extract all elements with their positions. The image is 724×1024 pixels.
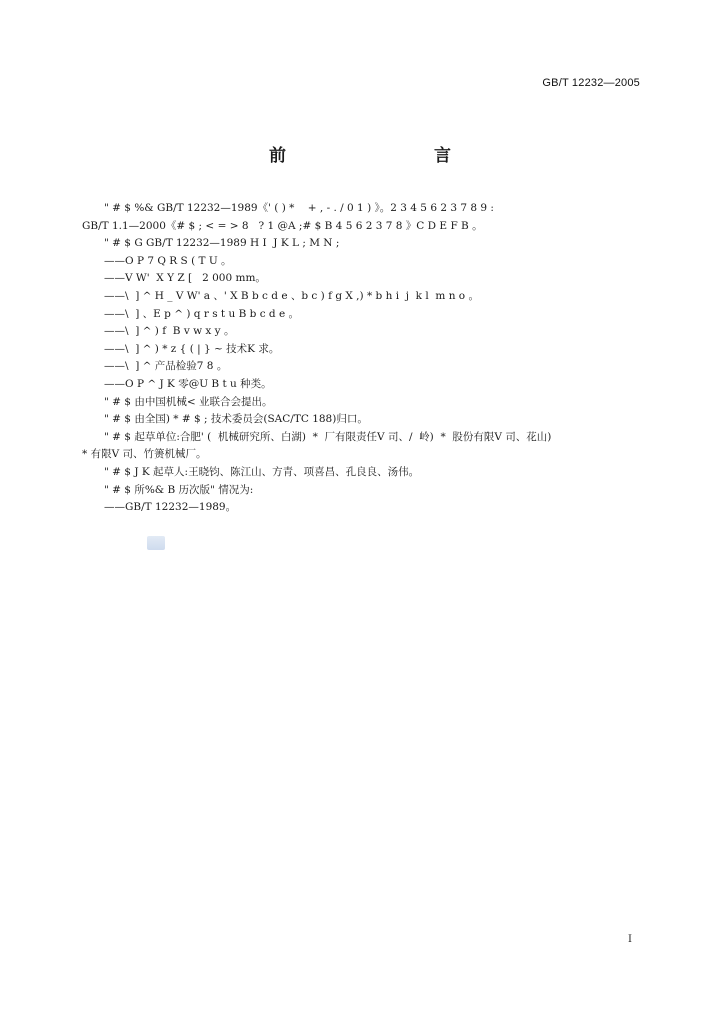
faint-stamp-mark <box>147 536 165 550</box>
paragraph-line: " # $ G GB/T 12232—1989 H I J K L ; M N ; <box>104 237 340 250</box>
paragraph-line: GB/T 1.1—2000《# $ ; < = > 8 ? 1 @A ;# $ B 4 5 6 2 3 7 8 》C D E F B 。 <box>82 219 483 232</box>
list-item: ——V W' X Y Z [ 2 000 mm。 <box>104 272 266 285</box>
list-item: ——GB/T 12232—1989。 <box>104 501 237 514</box>
list-item: ——O P 7 Q R S ( T U 。 <box>104 254 232 267</box>
list-item: ——\ ] 、E p ^ ) q r s t u B b c d e 。 <box>104 307 300 320</box>
body-text <box>82 200 642 517</box>
list-item: ——\ ] ^ ) f B v w x y 。 <box>104 325 235 338</box>
paragraph-line: " # $ 所%& B 历次版" 情况为: <box>104 483 254 496</box>
list-item: ——\ ] ^ H _ V W' a 、' X B b c d e 、b c ) f g X ,) * b h i j k l m n o 。 <box>104 289 479 302</box>
page-title: 前 言 <box>269 146 489 166</box>
list-item: ——\ ] ^ 产品检验7 8 。 <box>104 360 228 373</box>
paragraph-line: " # $ J K 起草人:王晓钧、陈江山、方青、项喜昌、孔良良、汤伟。 <box>104 465 420 478</box>
list-item: ——\ ] ^ ) * z { ( | } ~ 技术K 求。 <box>104 342 280 355</box>
standard-code: GB/T 12232—2005 <box>542 77 640 89</box>
paragraph-line: * 有限V 司、竹箦机械厂。 <box>82 448 207 461</box>
paragraph-line: " # $ %& GB/T 12232—1989《' ( ) * + , - . / 0 1 ) 》。2 3 4 5 6 2 3 7 8 9 : <box>104 202 494 214</box>
paragraph-line: " # $ 由中国机械< 业联合会提出。 <box>104 395 273 408</box>
page-number: I <box>628 934 632 945</box>
list-item: ——O P ^ J K 零@U B t u 种类。 <box>104 377 272 390</box>
paragraph-line: " # $ 由全国) * # $ ; 技术委员会(SAC/TC 188)归口。 <box>104 413 368 426</box>
paragraph-line: " # $ 起草单位:合肥' ( 机械研究所、白湖) * 厂有限责任V 司、/ 岭) * 股份有限V 司、花山) <box>104 430 552 443</box>
